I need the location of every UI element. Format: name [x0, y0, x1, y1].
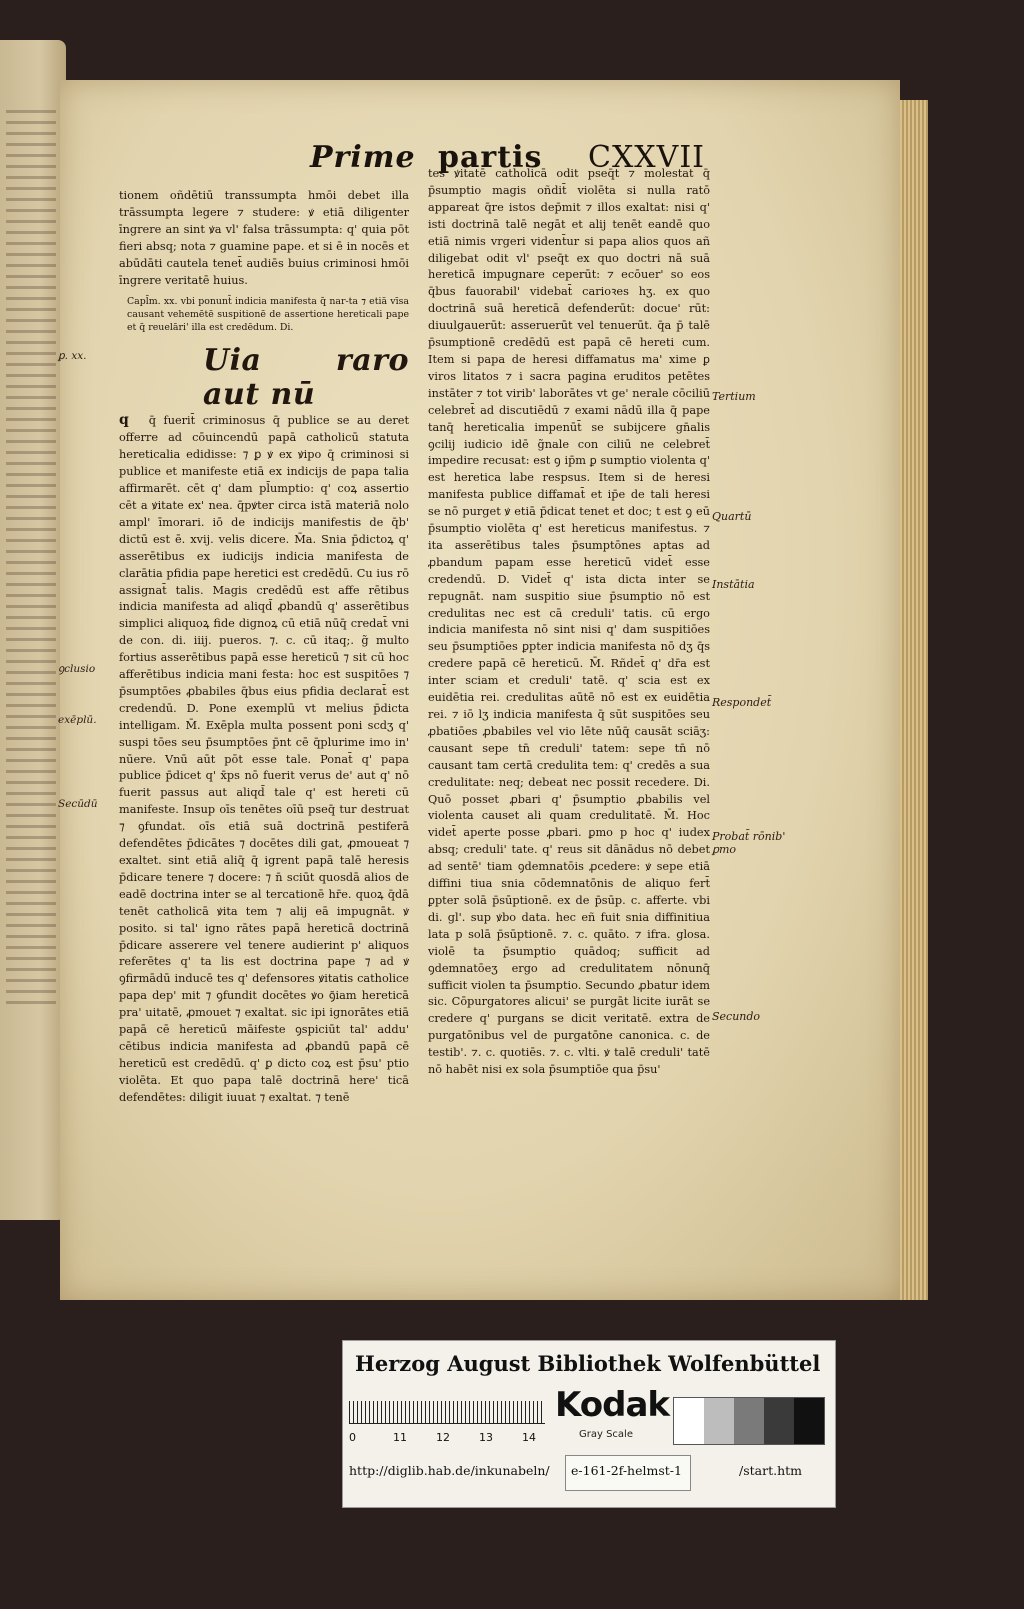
margin-note-left: ꝯclusio — [58, 663, 96, 675]
gray-swatch — [734, 1398, 764, 1444]
left-text-column — [119, 188, 409, 1128]
header-word-prime: Prime — [310, 140, 416, 175]
gray-swatch — [674, 1398, 704, 1444]
ruler-label: 13 — [479, 1431, 493, 1444]
ruler-labels — [349, 1431, 545, 1445]
paragraph: tes ꝟitatē catholicā odit pseq̄t ⁊ molestat q̄ p̄sumptio magis oñdit̄ violēta si nulla ratō appareat q̄re istos dep̄mit ⁊ illos exaltat: nisi q' isti doctrinā talē negāt et alij tenēt eandē quo etiā nimis vrgeri vident̄ur si papa alios quos añ diligebat odit vl' pseq̄t ex quo doctri nā suā hereticā impugnare ceperūt: ⁊ ecōuer' so eos q̄bus fauorabil' videbat̄ carioꝛes hʒ. ex quo doctrinā suā hereticā defenderūt: docue' rūt: diuulgauerūt: asseruerūt vel tenuerūt. q̄a p̄ talē p̄sumptionē credēdū est papā cē hereti cum. Item si papa de heresi diffamatus ma' xime ꝑ viros litatos ⁊ i sacra pagina eruditos petētes instāter ⁊ tot virib' laborātes vt ge' nerale cōciliū celebret̄ ad discutiēdū ⁊ exami nādū illa q̄ pape tanq̄ hereticalia impenūt̄ se subijcere gn̄alis ꝯcilij iudicio idē g̃nale con ciliū ne celebret̄ impedire recusat: est ꝯ ip̄m ꝑ sumptio violenta q' est heretica labe respsus. Item si de heresi manifesta publice diffamat̄ et ip̄e de tali heresi se nō purget ꝟ etiā p̄dicat tenet et doc; t est ꝯ eū p̄sumptio violēta q' est hereticus manifestus. ⁊ ita asserētibus tales p̄sumptōnes aptas ad ꝓbandum papam esse hereticū videt̄ esse credendū. D. Videt̄ q' ista dicta inter se repugnāt. nam suspitio siue p̄sumptio nō est credulitas nec est cā creduli' tatis. cū ergo indicia manifesta nō sint nisi q' dam suspitiōes seu p̄sumptiōes ꝑpter indicia manifesta nō dʒ q̄s credere papā cē hereticū. M̄. Rñdet̄ q' dr̄a est inter sciam et creduli' tatē. q' scia est ex euidētia rei. credulitas aūtē nō est ex euidētia rei. ⁊ iō lʒ indicia manifesta q̄ sūt suspitōes seu ꝓbatiōes ꝓbabiles vel vio lēte nūq̄ causāt sciāʒ: causant sepe tn̄ creduli' tatem: sepe tn̄ nō causant tam certā credulita tem: q' credēs a sua credulitate: neq; debeat nec possit recedere. Di. Quō posset ꝓbari q' p̄sumptio ꝓbabilis vel violenta causet ali quam credulitatē. M̄. Hoc videt̄ aperte posse ꝓbari. ꝑmo p hoc q' iudex absq; creduli' tate. q' reus sit dānādus nō debet ad sentē' tiam ꝯdemnatōis ꝓcedere: ꝟ sepe etiā diffini tiua snia cōdemnatōnis de aliquo fert̄ ꝑpter solā p̄sūptionē. ex de p̄sūp. c. afferte. vbi di. gl'. sup ꝟbo data. hec eñ fuit snia diffinitiua lata p solā p̄sūptionē. ⁊. c. quāto. ⁊ ifra. glosa. violē ta p̄sumptio quādoq; sufficit ad ꝯdemnatōeʒ ergo ad credulitatem nōnunq̄ sufficit violen ta p̄sumptio. Secundo ꝓbatur idem sic. Cōpurgatores alicui' se purgāt licite iurāt se credere q' purgans se dicit veritatē. extra de purgatōnibus vel de purgatōne canonica. c. de testib'. ⁊. c. quotiēs. ⁊. c. vlti. ꝟ talē creduli' tatē nō habēt nisi ex sola p̄sumptiōe qua p̄su' — [428, 167, 710, 1077]
margin-note-right: Instātia — [712, 578, 755, 591]
chapter-title: Uia raro aut nū — [203, 343, 409, 413]
margin-note-left: ꝑ. xx. — [58, 350, 87, 362]
margin-note-right: Tertium — [712, 390, 756, 403]
paragraph: tionem oñdētiū transsumpta hmōi debet illa trāssumpta legere ⁊ studere: ꝟ etiā diligenter īngrere an sint ꝟa vl' falsa trāssumpta: q' quia pōt fieri absq; nota ⁊ guamine pape. et si ē in nocēs et abūdāti cautela tenet̄ audiēs buius criminosi hmōi īngrere veritatē huius. — [119, 189, 409, 287]
url-prefix: http://diglib.hab.de/inkunabeln/ — [349, 1463, 550, 1478]
ruler-label: 12 — [436, 1431, 450, 1444]
guide-letter: q — [119, 412, 129, 429]
url-suffix: /start.htm — [739, 1463, 803, 1478]
gray-swatch — [704, 1398, 734, 1444]
margin-note-right: Secundo — [712, 1010, 761, 1023]
ruler-label: 11 — [393, 1431, 407, 1444]
margin-note-left: exēplū. — [58, 714, 97, 726]
paragraph-text: q̄ fuerit̄ criminosus q̄ publice se au deret offerre ad cōuincendū papā catholicū statuta hereticalia edidisse: ⁊ ꝑ ꝟ ex ꝟipo q̄ criminosi si publice et manifeste etiā ex indicijs de papa talia affirmarēt. cēt q' dam pl̄umptio: q' coꝝ assertio cēt a ꝟitate ex' nea. q̄pꝟter circa istā materiā nolo ampl' īmorari. iō de indicijs manifestis de q̄b' dictū est ē. xvij. velis dicere. M̄a. Snia p̄dictoꝝ q' asserētibus ex iudicijs indicia manifesta de clarātia pfidia pape heretici est credēdū. Cu ius rō assignat̄ talis. Magis credēdū est affe rētibus indicia manifesta ad aliqd̄ ꝓbandū q' asserētibus simplici aliquoꝝ fide dignoꝝ cū etiā nūq̄ credat̄ vni de con. di. iiij. pueros. ⁊. c. cū itaq;. g̃ multo fortius asserētibus papā esse hereticū ⁊ sit cū hoc afferētibus indicia mani festa: hoc est suspitōes ⁊ p̄sumptōes ꝓbabiles q̄bus eius pfidia declarat̄ est credendū. D. Pone exemplū vt melius p̄dicta intelligam. M̄. Exēpla multa possent poni scdʒ q' suspi tōes seu p̄sumptōes p̄nt cē q̄plurime imo in' nūere. Vnū aūt pōt esse tale. Ponat̄ q' papa publice p̄dicet q' x̄ps nō fuerit verus de' aut q' nō fuerit passus aut aliqd̄ tale q' est hereti cū manifeste. Insup oīs tenētes oīū pseq̄ tur destruat ⁊ ꝯfundat. oīs etiā suā doctrinā pestiferā defendētes p̄dicātes ⁊ docētes dili gat, ꝓmoueat ⁊ exaltet. sint etiā aliq̄ q̄ igrent papā talē heresis p̄dicare tenere ⁊ docere: ⁊ n̄ sciūt quosdā alios de eadē doctrina inter se al tercationē hr̄e. quoꝝ q̄dā tenēt catholicā ꝟita tem ⁊ alij eā impugnāt. ꝟ posito. si tal' igno rātes papā hereticā doctrinā p̄dicare asserere vel tenere audierint p' aliquos referētes q' ta lis est doctrina pape ⁊ ad ꝟ ꝯfirmādū inducē tes q' defensores ꝟitatis catholice papa dep' mit ⁊ ꝯfundit docētes ꝟo ꝯ̄iam hereticā pra' uitatē, ꝓmouet ⁊ exaltat. sic ipi ignorātes etiā papā cē hereticū māifeste ꝯspiciūt tal' addu' cētibus indicia manifesta ad ꝓbandū papā cē hereticū est credēdū. q' ꝑ dicto coꝝ est p̄su' ptio violēta. Et quo papa talē doctrinā here' ticā defendētes: diligit iuuat ⁊ exaltat. ⁊ tenē — [119, 414, 409, 1104]
url-id: e-161-2f-helmst-1 — [571, 1463, 682, 1478]
previous-page-edge — [0, 40, 66, 1220]
folio-number: CXXVII — [588, 140, 706, 175]
gray-scale-label: Gray Scale — [579, 1429, 633, 1440]
color-target-card — [342, 1340, 836, 1508]
gray-scale-swatches — [673, 1397, 825, 1445]
margin-note-right: Respondet̄ — [712, 696, 772, 709]
margin-note-left: Secūdū — [58, 798, 98, 810]
scale-ruler — [349, 1401, 545, 1424]
margin-note-right: Probat̄ rōnib' ꝑmo — [712, 830, 786, 856]
margin-note-right: Quartū — [712, 510, 752, 523]
header-word-partis: partis — [438, 140, 543, 175]
chapter-rubric: Capl̄m. xx. vbi ponunt̄ indicia manifesta q̄ nar-ta ⁊ etiā vīsa causant vehemētē suspitionē de assertione hereticali pape et q̄ reuelāri' illa est credēdum. Di. — [127, 296, 409, 334]
ruler-label: 0 — [349, 1431, 356, 1444]
page-block-edge — [898, 100, 928, 1300]
right-text-column — [428, 166, 710, 1128]
paragraph — [119, 412, 409, 1106]
ruler-label: 14 — [522, 1431, 536, 1444]
library-name: Herzog August Bibliothek Wolfenbüttel — [355, 1351, 821, 1376]
previous-page-text — [6, 110, 56, 1010]
gray-swatch — [794, 1398, 824, 1444]
gray-swatch — [764, 1398, 794, 1444]
kodak-logo: Kodak — [555, 1385, 669, 1425]
